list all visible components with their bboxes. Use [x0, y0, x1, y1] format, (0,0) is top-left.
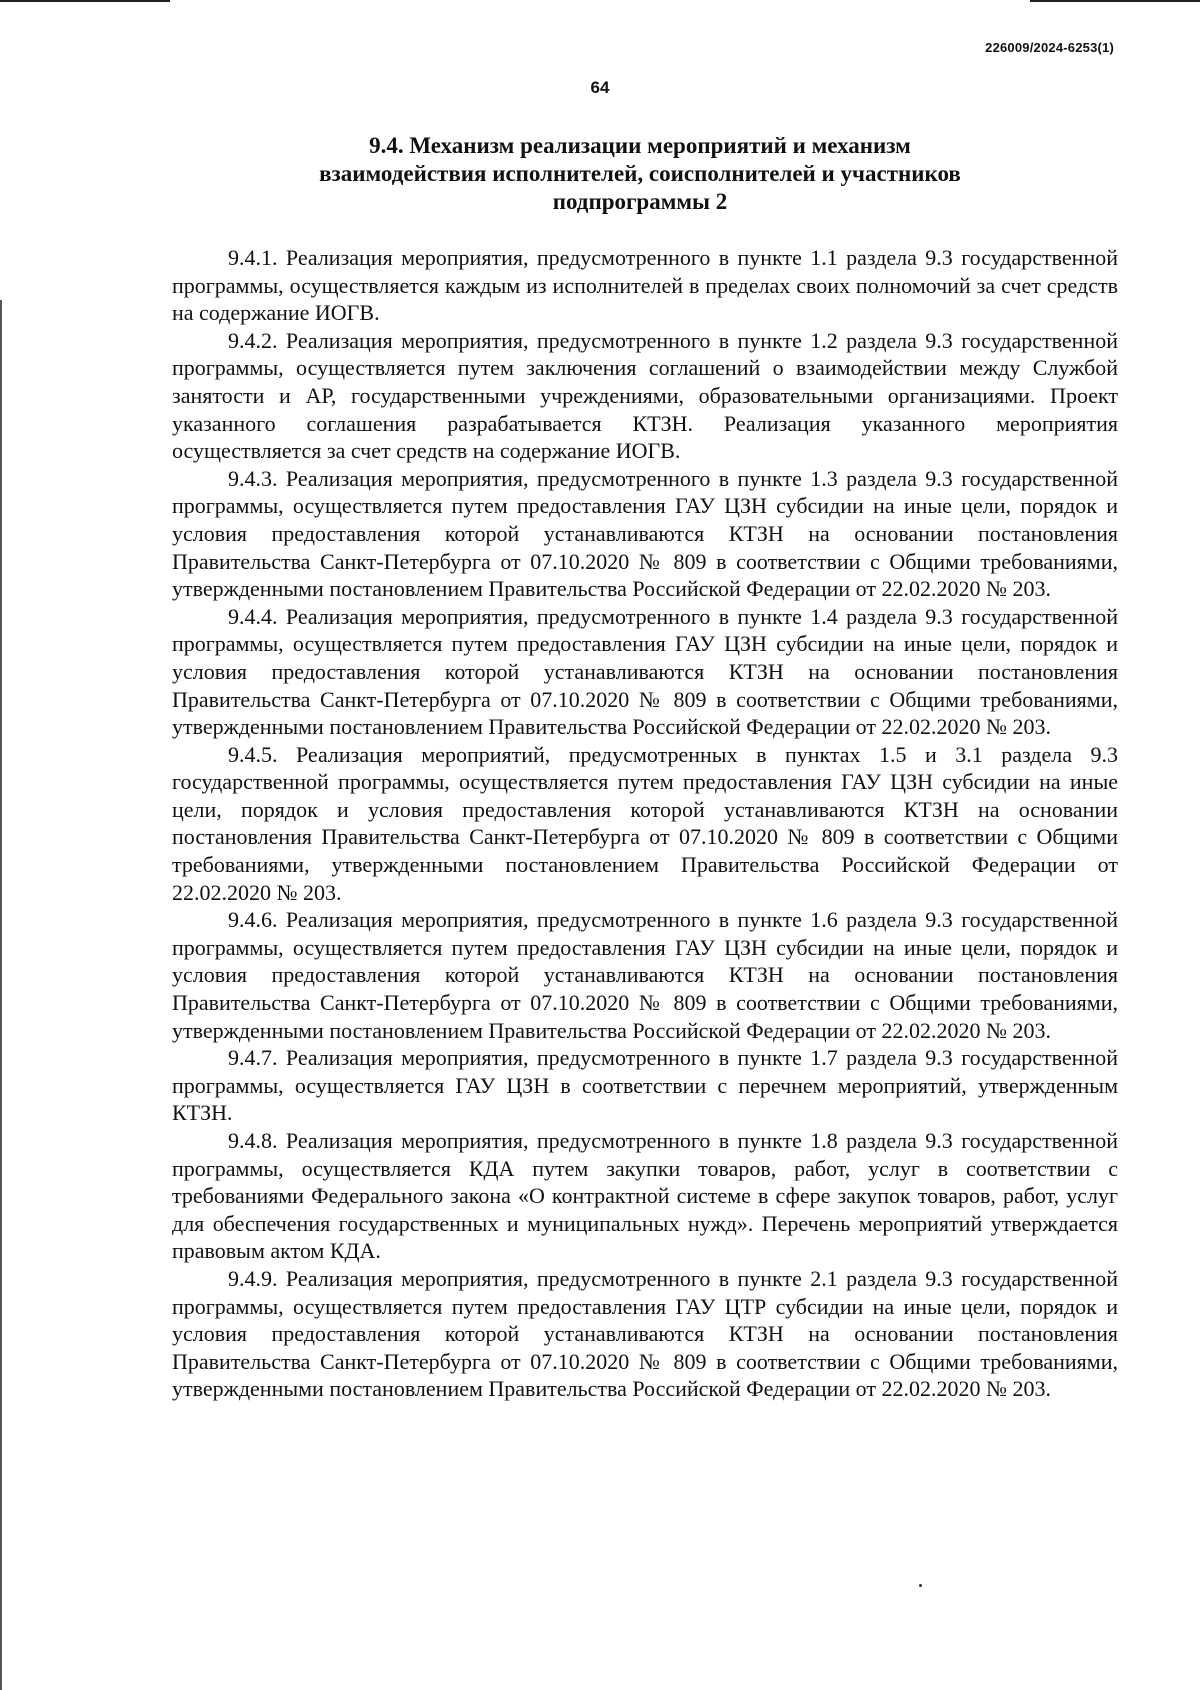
section-title-line-2: взаимодействия исполнителей, соисполнителей и участников — [319, 161, 961, 186]
paragraph-9-4-2: 9.4.2. Реализация мероприятия, предусмотренного в пункте 1.2 раздела 9.3 государственной программы, осуществляется путем заключения соглашений о взаимодействии между Службой занятости и АР, государственными учреждениями, образовательными организациями. Проект указанного соглашения разрабатывается КТЗН. Реализация указанного мероприятия осуществляется за счет средств на содержание ИОГВ. — [172, 327, 1118, 464]
top-scan-rule-left — [0, 0, 170, 2]
paragraph-9-4-8: 9.4.8. Реализация мероприятия, предусмотренного в пункте 1.8 раздела 9.3 государственной программы, осуществляется КДА путем закупки товаров, работ, услуг в соответствии с требованиями Федерального закона «О контрактной системе в сфере закупок товаров, работ, услуг для обеспечения государственных и муниципальных нужд». Перечень мероприятий утверждается правовым актом КДА. — [172, 1128, 1118, 1264]
left-scan-edge — [0, 300, 2, 1690]
section-title — [170, 132, 1110, 216]
document-id: 226009/2024-6253(1) — [985, 40, 1114, 55]
paragraph-9-4-6: 9.4.6. Реализация мероприятия, предусмотренного в пункте 1.6 раздела 9.3 государственной программы, осуществляется путем предоставления ГАУ ЦЗН субсидии на иные цели, порядок и условия предоставления которой устанавливаются КТЗН на основании постановления Правительства Санкт-Петербурга от 07.10.2020 № 809 в соответствии с Общими требованиями, утвержденными постановлением Правительства Российской Федерации от 22.02.2020 № 203. — [172, 907, 1118, 1043]
paragraph-9-4-5: 9.4.5. Реализация мероприятий, предусмотренных в пунктах 1.5 и 3.1 раздела 9.3 государственной программы, осуществляется путем предоставления ГАУ ЦЗН субсидии на иные цели, порядок и условия предоставления которой устанавливаются КТЗН на основании постановления Правительства Санкт-Петербурга от 07.10.2020 № 809 в соответствии с Общими требованиями, утвержденными постановлением Правительства Российской Федерации от 22.02.2020 № 203. — [172, 741, 1118, 905]
paragraph-9-4-3: 9.4.3. Реализация мероприятия, предусмотренного в пункте 1.3 раздела 9.3 государственной программы, осуществляется путем предоставления ГАУ ЦЗН субсидии на иные цели, порядок и условия предоставления которой устанавливаются КТЗН на основании постановления Правительства Санкт-Петербурга от 07.10.2020 № 809 в соответствии с Общими требованиями, утвержденными постановлением Правительства Российской Федерации от 22.02.2020 № 203. — [172, 465, 1118, 602]
paragraph-9-4-4: 9.4.4. Реализация мероприятия, предусмотренного в пункте 1.4 раздела 9.3 государственной программы, осуществляется путем предоставления ГАУ ЦЗН субсидии на иные цели, порядок и условия предоставления которой устанавливаются КТЗН на основании постановления Правительства Санкт-Петербурга от 07.10.2020 № 809 в соответствии с Общими требованиями, утвержденными постановлением Правительства Российской Федерации от 22.02.2020 № 203. — [172, 603, 1118, 740]
section-title-line-1: 9.4. Механизм реализации мероприятий и механизм — [369, 133, 911, 158]
scan-speck — [919, 1584, 922, 1587]
document-body — [172, 244, 1118, 1403]
page-number: 64 — [590, 78, 610, 97]
paragraph-9-4-9: 9.4.9. Реализация мероприятия, предусмотренного в пункте 2.1 раздела 9.3 государственной программы, осуществляется путем предоставления ГАУ ЦТР субсидии на иные цели, порядок и условия предоставления которой устанавливаются КТЗН на основании постановления Правительства Санкт-Петербурга от 07.10.2020 № 809 в соответствии с Общими требованиями, утвержденными постановлением Правительства Российской Федерации от 22.02.2020 № 203. — [172, 1265, 1118, 1402]
paragraph-9-4-7: 9.4.7. Реализация мероприятия, предусмотренного в пункте 1.7 раздела 9.3 государственной программы, осуществляется ГАУ ЦЗН в соответствии с перечнем мероприятий, утвержденным КТЗН. — [172, 1045, 1118, 1126]
section-title-line-3: подпрограммы 2 — [552, 189, 728, 214]
top-scan-rule-right — [1030, 0, 1200, 2]
paragraph-9-4-1: 9.4.1. Реализация мероприятия, предусмотренного в пункте 1.1 раздела 9.3 государственной программы, осуществляется каждым из исполнителей в пределах своих полномочий за счет средств на содержание ИОГВ. — [172, 245, 1118, 326]
